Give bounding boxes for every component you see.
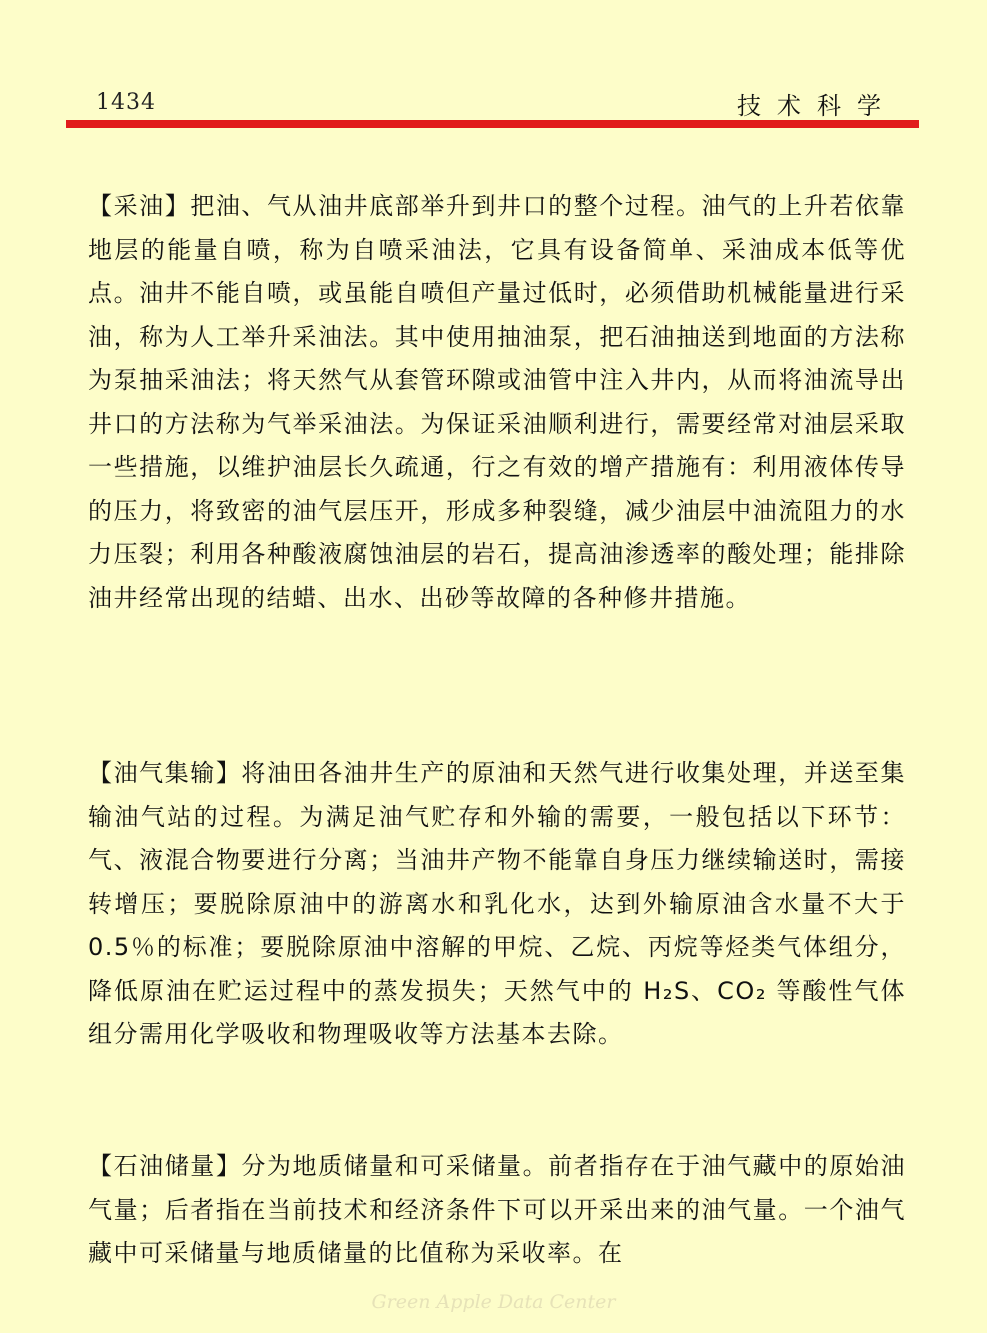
entry-term: 【油气集输】 <box>88 759 242 787</box>
watermark: Green Apple Data Center <box>371 1291 616 1313</box>
entry-term: 【石油储量】 <box>88 1152 242 1180</box>
section-title: 技术科学 <box>737 92 897 120</box>
entry-oil-production <box>88 185 906 620</box>
entry-text: 分为地质储量和可采储量。前者指存在于油气藏中的原始油气量；后者指在当前技术和经济条件下可以开采出来的油气量。一个油气藏中可采储量与地质储量的比值称为采收率。在 <box>88 1152 907 1267</box>
page-number: 1434 <box>96 90 156 115</box>
entry-oil-gas-gathering <box>88 752 906 1057</box>
entry-term: 【采油】 <box>88 192 191 220</box>
header-rule <box>66 120 919 128</box>
entry-text: 把油、气从油井底部举升到井口的整个过程。油气的上升若依靠地层的能量自喷，称为自喷采油法，它具有设备简单、采油成本低等优点。油井不能自喷，或虽能自喷但产量过低时，必须借助机械能量进行采油，称为人工举升采油法。其中使用抽油泵，把石油抽送到地面的方法称为泵抽采油法；将天然气从套管环隙或油管中注入井内，从而将油流导出井口的方法称为气举采油法。为保证采油顺利进行，需要经常对油层采取一些措施，以维护油层长久疏通，行之有效的增产措施有：利用液体传导的压力，将致密的油气层压开，形成多种裂缝，减少油层中油流阻力的水力压裂；利用各种酸液腐蚀油层的岩石，提高油渗透率的酸处理；能排除油井经常出现的结蜡、出水、出砂等故障的各种修井措施。 <box>88 192 907 612</box>
entry-oil-reserves <box>88 1145 906 1276</box>
entry-text: 将油田各油井生产的原油和天然气进行收集处理，并送至集输油气站的过程。为满足油气贮存和外输的需要，一般包括以下环节：气、液混合物要进行分离；当油井产物不能靠自身压力继续输送时，需接转增压；要脱除原油中的游离水和乳化水，达到外输原油含水量不大于 0.5％的标准；要脱除原油中溶解的甲烷、乙烷、丙烷等烃类气体组分，降低原油在贮运过程中的蒸发损失；天然气中的 H₂S、CO₂ 等酸性气体组分需用化学吸收和物理吸收等方法基本去除。 <box>88 759 907 1048</box>
page-header <box>66 82 919 122</box>
